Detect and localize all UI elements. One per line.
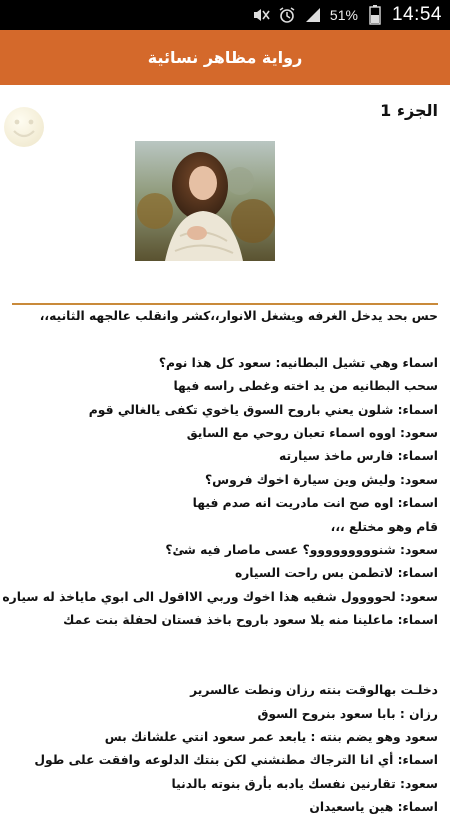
story-text [2,305,438,820]
story-line: سعود: وليش وين سيارة اخوك فروس؟ [205,472,438,487]
story-line [8,328,438,351]
story-line: حس بحد يدخل الغرفه ويشغل الانوار،،كشر وانقلب عالجهه الثانيه،، [39,309,438,323]
battery-icon [366,6,384,24]
story-line: سعود: اووه اسماء تعبان روحي مع السايق [186,425,438,440]
clock: 14:54 [391,4,442,25]
status-bar-icons [252,0,442,30]
story-line: اسماء: اوه صح انت مادريت انه صدم فيها [192,496,438,511]
story-line: اسماء: شلون يعني باروح السوق ياخوي تكفى يالغالي قوم [88,402,438,417]
story-line: اسماء: فارس ماخذ سيارته [278,449,438,464]
battery-percent: 51% [329,7,358,23]
smiley-icon [2,105,46,149]
story-line: سحب البطانيه من يد اخته وغطى راسه فيها [173,379,438,394]
story-line: اسماء وهي تشيل البطانيه: سعود كل هذا نوم؟ [158,355,438,370]
status-bar [0,0,450,30]
story-line: رزان : بابا سعود بنروح السوق [257,706,438,721]
article-content[interactable] [0,85,450,815]
story-line: سعود: تقارنين نفسك يادبه بأرق بنوته بالدنيا [171,776,438,791]
story-line [8,656,438,679]
app-bar [0,30,450,85]
story-line: اسماء: ماعلينا منه يلا سعود باروح باخذ فستان لحفلة بنت عمك [63,613,438,628]
story-line [8,632,438,655]
story-line: اسماء: هين ياسعيدان [309,800,438,815]
app-title: رواية مظاهر نسائية [147,48,303,67]
story-line: قام وهو مختلع ،،، [330,519,438,534]
story-line: سعود وهو يضم بنته : يابعد عمر سعود انتي علشانك بس [104,730,438,745]
mute-icon [252,6,270,24]
story-image [135,141,275,261]
story-line: اسماء: لاتطمن بس راحت السياره [234,566,438,581]
story-line: اسماء: أي انا الترجاك مطنشني لكن بنتك الدلوعه وافقت على طول [34,753,438,768]
story-line: سعود: شنووووووووو؟ عسى ماصار فيه شئ؟ [165,542,438,557]
part-title: الجزء 1 [380,101,438,120]
story-line: دخلـت بهالوقت بنته رزان ونطت عالسرير [190,683,438,698]
signal-icon [304,6,322,24]
story-line: سعود: لحوووول شفيه هذا اخوك وربي الااقول الى ابوي ماياخذ له سياره [2,589,438,604]
alarm-icon [278,6,296,24]
